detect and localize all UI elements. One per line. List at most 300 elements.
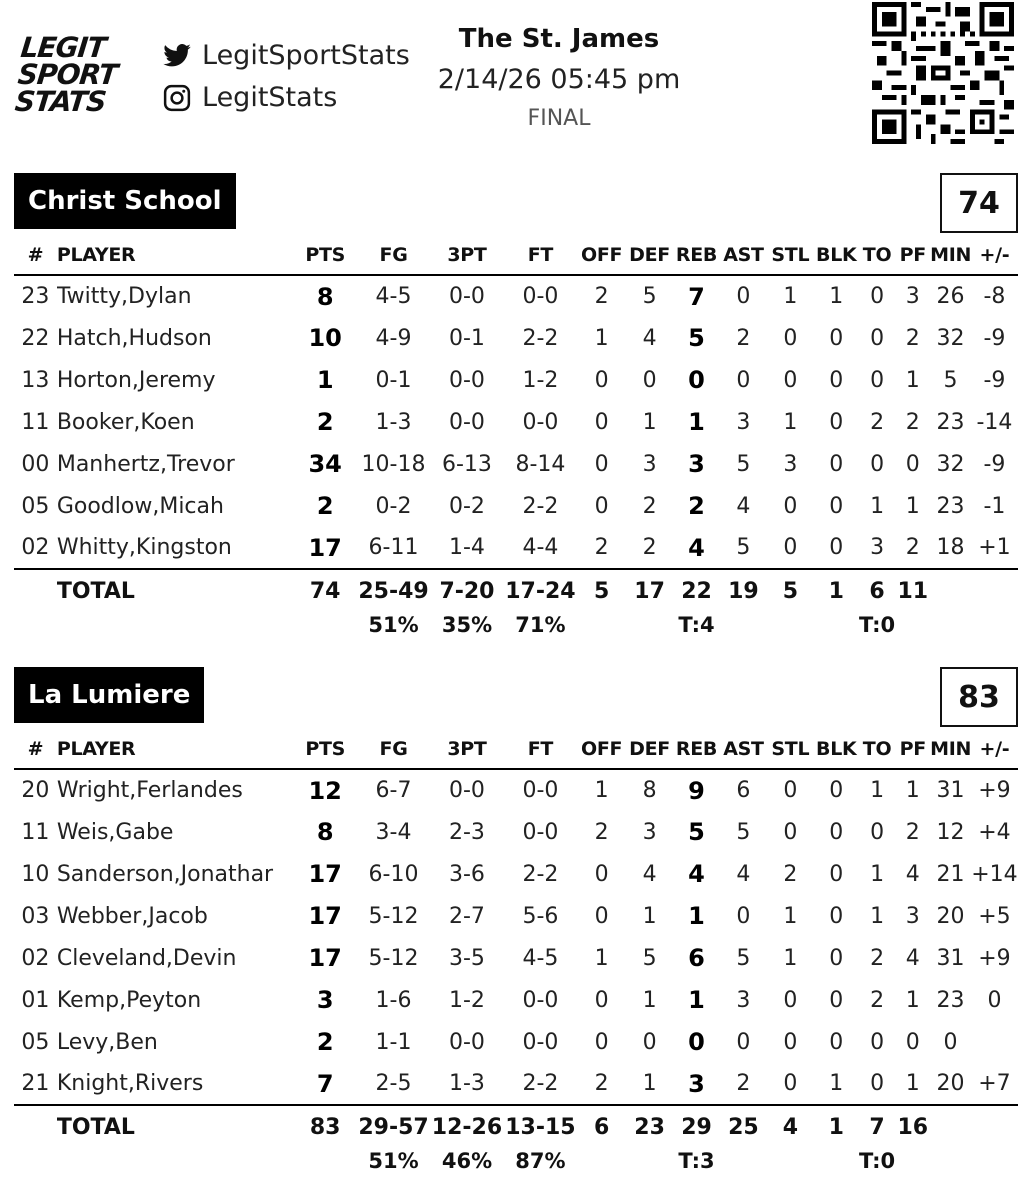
- player-reb: 4: [673, 527, 720, 569]
- pct-to: T:0: [858, 613, 896, 637]
- column-header-fg: FG: [357, 729, 430, 769]
- player-off: 0: [594, 451, 609, 477]
- player-num: 13: [21, 367, 50, 393]
- player-pf: 0: [905, 1029, 920, 1055]
- player-off: 2: [577, 1063, 626, 1105]
- player-stl: 2: [783, 861, 798, 887]
- column-header-min: MIN: [930, 729, 971, 769]
- player-blk: 0: [829, 451, 844, 477]
- player-num: 02: [14, 527, 57, 569]
- player-fg: 3-4: [375, 819, 412, 845]
- player-to: 3: [859, 527, 896, 569]
- player-ast: 3: [736, 987, 751, 1013]
- player-player: Goodlow,Micah: [56, 493, 224, 519]
- player-ft: 2-2: [504, 1063, 577, 1105]
- total-num: [14, 569, 57, 613]
- player-plusminus: 0: [987, 987, 1002, 1013]
- player-num: 05: [21, 493, 50, 519]
- player-plusminus: +4: [978, 819, 1011, 845]
- total-pf: 16: [897, 1115, 929, 1140]
- player-pf: 1: [905, 987, 920, 1013]
- player-num: 11: [21, 409, 50, 435]
- pct-ft: 71%: [515, 613, 566, 637]
- player-pts: 12: [308, 776, 342, 805]
- player-to: 0: [870, 451, 885, 477]
- pct-plusminus: [971, 613, 1018, 639]
- player-def: 3: [642, 819, 657, 845]
- player-fg: 2-5: [357, 1063, 430, 1105]
- player-stl: 3: [783, 451, 798, 477]
- player-reb: 7: [688, 282, 705, 311]
- player-ft: 2-2: [522, 325, 559, 351]
- player-min: 20: [936, 903, 965, 929]
- percentage-row: [14, 1149, 1018, 1175]
- player-ft: 0-0: [522, 819, 559, 845]
- player-off: 2: [594, 284, 609, 309]
- player-3pt: 6-13: [442, 451, 492, 477]
- player-stl: 0: [783, 819, 798, 845]
- player-off: 1: [594, 778, 609, 803]
- player-reb: 0: [688, 1028, 705, 1056]
- column-header-ast: AST: [720, 235, 767, 275]
- column-header-def: DEF: [626, 235, 673, 275]
- player-fg: 5-12: [368, 903, 419, 929]
- player-stl: 0: [783, 778, 798, 803]
- player-num: 22: [21, 325, 50, 351]
- player-player: Manhertz,Trevor: [56, 451, 235, 477]
- player-num: 00: [21, 451, 50, 477]
- player-pts: 17: [308, 944, 342, 972]
- player-row: [14, 895, 1018, 937]
- player-min: 31: [936, 778, 965, 803]
- player-to: 1: [870, 493, 885, 519]
- player-num: 01: [21, 987, 50, 1013]
- player-min: 26: [936, 284, 965, 309]
- player-row: [14, 527, 1018, 569]
- player-ast: 5: [736, 819, 751, 845]
- player-reb: 2: [688, 492, 705, 520]
- player-pf: 3: [905, 903, 920, 929]
- player-off: 0: [594, 987, 609, 1013]
- player-ft: 0-0: [522, 778, 559, 803]
- player-player: Wright,Ferlandes: [56, 778, 243, 803]
- total-ast: 25: [728, 1115, 759, 1140]
- player-fg: 1-6: [375, 987, 412, 1013]
- player-to: 1: [870, 903, 885, 929]
- player-pts: 1: [316, 366, 334, 394]
- player-min: 23: [936, 409, 965, 435]
- team-score: 74: [940, 173, 1018, 233]
- player-pf: 1: [905, 367, 920, 393]
- column-header-pf: PF: [895, 235, 930, 275]
- player-ast: 2: [720, 1063, 767, 1105]
- boxscore-table: [14, 729, 1018, 1175]
- player-pf: 2: [895, 527, 930, 569]
- pct-reb: T:3: [678, 1149, 715, 1173]
- player-pf: 4: [905, 945, 920, 971]
- player-ast: 5: [736, 451, 751, 477]
- pct-stl: [767, 1149, 814, 1175]
- player-ft: 2-2: [522, 861, 559, 887]
- total-row: [14, 569, 1018, 613]
- player-min: 12: [936, 819, 965, 845]
- player-blk: 0: [829, 409, 844, 435]
- player-plusminus: -14: [976, 409, 1013, 435]
- player-reb: 9: [688, 776, 705, 805]
- pct-stl: [767, 613, 814, 639]
- column-header-ft: FT: [504, 729, 577, 769]
- player-ft: 8-14: [515, 451, 566, 477]
- player-blk: 0: [829, 903, 844, 929]
- player-ast: 0: [736, 903, 751, 929]
- player-ft: 0-0: [522, 409, 559, 435]
- player-player: Webber,Jacob: [56, 903, 208, 929]
- player-ast: 0: [736, 284, 751, 309]
- total-min: [930, 1105, 971, 1149]
- player-player: Whitty,Kingston: [57, 527, 294, 569]
- column-header-pts: PTS: [294, 235, 357, 275]
- player-off: 0: [594, 903, 609, 929]
- player-player: Levy,Ben: [56, 1029, 158, 1055]
- instagram-handle[interactable]: [162, 82, 337, 113]
- player-stl: 0: [783, 987, 798, 1013]
- boxscore-table: [14, 235, 1018, 639]
- player-3pt: 0-0: [449, 284, 485, 309]
- player-player: Twitty,Dylan: [56, 284, 192, 309]
- player-3pt: 2-3: [449, 819, 485, 845]
- player-row: [14, 937, 1018, 979]
- twitter-handle[interactable]: [162, 40, 410, 71]
- player-pf: 1: [905, 493, 920, 519]
- player-pts: 17: [308, 902, 342, 930]
- player-blk: 0: [829, 945, 844, 971]
- player-ast: 5: [736, 945, 751, 971]
- column-header-num: #: [14, 235, 57, 275]
- player-num: 03: [21, 903, 50, 929]
- player-reb: 5: [688, 818, 705, 846]
- game-datetime: 2/14/26 05:45 pm: [437, 64, 681, 95]
- column-header-3pt: 3PT: [430, 235, 503, 275]
- column-header-to: TO: [859, 729, 896, 769]
- column-header-min: MIN: [930, 235, 971, 275]
- player-def: 0: [642, 1029, 657, 1055]
- column-header-reb: REB: [673, 235, 720, 275]
- player-ast: 4: [736, 861, 751, 887]
- pct-ast: [720, 613, 767, 639]
- pct-reb: T:4: [678, 613, 715, 637]
- player-fg: 1-1: [375, 1029, 412, 1055]
- player-plusminus: +9: [978, 945, 1011, 971]
- player-plusminus: -9: [983, 367, 1006, 393]
- player-def: 8: [642, 778, 657, 803]
- total-fg: 25-49: [358, 579, 429, 604]
- player-pf: 1: [895, 1063, 930, 1105]
- player-ast: 0: [736, 1029, 751, 1055]
- total-plusminus: [971, 1105, 1018, 1149]
- player-pf: 2: [905, 325, 920, 351]
- player-fg: 10-18: [361, 451, 426, 477]
- player-reb: 6: [688, 944, 705, 972]
- player-row: [14, 401, 1018, 443]
- player-ft: 4-4: [504, 527, 577, 569]
- player-ast: 3: [736, 409, 751, 435]
- pct-pf: [895, 613, 930, 639]
- player-pts: 17: [294, 527, 357, 569]
- player-row: [14, 769, 1018, 811]
- player-blk: 0: [829, 1029, 844, 1055]
- player-row: [14, 443, 1018, 485]
- player-ft: 1-2: [522, 367, 559, 393]
- total-ast: 19: [728, 579, 759, 604]
- logo-line: SPORT: [16, 58, 119, 91]
- player-3pt: 2-7: [449, 903, 485, 929]
- player-row: [14, 853, 1018, 895]
- total-num: [14, 1105, 57, 1149]
- total-off: 5: [593, 579, 610, 604]
- player-blk: 1: [814, 1063, 859, 1105]
- player-fg: 4-9: [375, 325, 412, 351]
- player-fg: 0-1: [375, 367, 412, 393]
- player-pf: 0: [905, 451, 920, 477]
- player-ft: 5-6: [522, 903, 559, 929]
- column-header-3pt: 3PT: [430, 729, 503, 769]
- column-header-pts: PTS: [294, 729, 357, 769]
- total-reb: 22: [681, 579, 712, 604]
- venue-title: The St. James: [458, 24, 660, 54]
- pct-pts: [294, 613, 357, 639]
- player-pts: 8: [316, 818, 334, 846]
- pct-to: T:0: [858, 1149, 896, 1173]
- player-blk: 0: [829, 861, 844, 887]
- player-stl: 0: [783, 1029, 798, 1055]
- column-header-ft: FT: [504, 235, 577, 275]
- player-def: 4: [642, 325, 657, 351]
- pct-off: [577, 1149, 626, 1175]
- column-header-plusminus: +/-: [971, 729, 1018, 769]
- player-3pt: 3-5: [449, 945, 485, 971]
- pct-num: [14, 1149, 57, 1175]
- player-stl: 1: [783, 903, 798, 929]
- player-player: Booker,Koen: [56, 409, 195, 435]
- player-3pt: 0-0: [449, 1029, 485, 1055]
- pct-blk: [814, 1149, 859, 1175]
- player-pts: 34: [308, 450, 342, 478]
- player-plusminus: -9: [983, 325, 1006, 351]
- player-plusminus: -1: [983, 493, 1006, 519]
- player-plusminus: +5: [978, 903, 1011, 929]
- player-row: [14, 979, 1018, 1021]
- player-ft: 0-0: [522, 1029, 559, 1055]
- player-min: 18: [930, 527, 971, 569]
- player-fg: 6-11: [357, 527, 430, 569]
- pct-3pt: 35%: [441, 613, 493, 637]
- player-to: 0: [870, 1029, 885, 1055]
- player-num: 23: [21, 284, 50, 309]
- player-blk: 0: [829, 987, 844, 1013]
- pct-player: [57, 613, 294, 639]
- pct-off: [577, 613, 626, 639]
- player-num: 05: [21, 1029, 50, 1055]
- player-row: [14, 275, 1018, 317]
- player-plusminus: +9: [978, 778, 1011, 803]
- player-min: 32: [936, 325, 965, 351]
- total-player: TOTAL: [56, 1115, 135, 1140]
- player-blk: 0: [829, 367, 844, 393]
- player-def: 1: [642, 903, 657, 929]
- player-off: 0: [594, 493, 609, 519]
- player-min: 20: [930, 1063, 971, 1105]
- player-to: 1: [870, 861, 885, 887]
- total-blk: 1: [828, 579, 844, 604]
- player-blk: 0: [829, 819, 844, 845]
- player-off: 0: [594, 409, 609, 435]
- total-3pt: 7-20: [439, 579, 495, 604]
- player-3pt: 1-4: [430, 527, 503, 569]
- player-ft: 0-0: [522, 987, 559, 1013]
- player-3pt: 0-0: [449, 778, 485, 803]
- player-3pt: 3-6: [449, 861, 485, 887]
- instagram-icon: [162, 83, 192, 113]
- pct-def: [626, 613, 673, 639]
- player-pts: 8: [316, 282, 334, 311]
- player-fg: 4-5: [375, 284, 412, 309]
- total-stl: 4: [782, 1115, 798, 1140]
- pct-fg: 51%: [368, 1149, 419, 1173]
- player-pts: 2: [316, 408, 334, 436]
- player-stl: 1: [783, 409, 798, 435]
- instagram-handle-text: LegitStats: [202, 82, 338, 113]
- player-stl: 0: [783, 325, 798, 351]
- player-blk: 1: [829, 284, 844, 309]
- player-to: 0: [870, 819, 885, 845]
- player-def: 5: [642, 284, 657, 309]
- player-ft: 0-0: [522, 284, 559, 309]
- qr-code-icon[interactable]: [872, 2, 1014, 144]
- percentage-row: [14, 613, 1018, 639]
- player-stl: 1: [783, 945, 798, 971]
- player-plusminus: +7: [971, 1063, 1018, 1105]
- player-fg: 6-7: [375, 778, 412, 803]
- player-def: 1: [626, 1063, 673, 1105]
- player-3pt: 0-2: [449, 493, 485, 519]
- column-header-pf: PF: [895, 729, 930, 769]
- player-pf: 1: [905, 778, 920, 803]
- total-to: 6: [869, 579, 885, 604]
- pct-ast: [720, 1149, 767, 1175]
- player-stl: 0: [767, 527, 814, 569]
- player-fg: 6-10: [368, 861, 419, 887]
- pct-fg: 51%: [368, 613, 419, 637]
- player-min: 31: [936, 945, 965, 971]
- team-name: Christ School: [14, 173, 236, 229]
- pct-player: [57, 1149, 294, 1175]
- player-def: 5: [642, 945, 657, 971]
- pct-blk: [814, 613, 859, 639]
- player-ast: 2: [736, 325, 751, 351]
- player-blk: 0: [814, 527, 859, 569]
- player-off: 2: [577, 527, 626, 569]
- player-num: 10: [21, 861, 50, 887]
- player-pts: 10: [308, 324, 342, 352]
- total-to: 7: [869, 1115, 885, 1140]
- player-player: Horton,Jeremy: [56, 367, 216, 393]
- player-pf: 3: [905, 284, 920, 309]
- player-player: Weis,Gabe: [56, 819, 174, 845]
- twitter-handle-text: LegitSportStats: [202, 40, 410, 71]
- total-3pt: 12-26: [431, 1115, 503, 1140]
- total-stl: 5: [782, 579, 798, 604]
- player-row: [14, 1021, 1018, 1063]
- player-blk: 0: [829, 778, 844, 803]
- player-plusminus: +14: [971, 861, 1018, 887]
- player-ast: 6: [736, 778, 751, 803]
- header-row: [14, 235, 1018, 275]
- player-num: 21: [14, 1063, 57, 1105]
- column-header-stl: STL: [767, 235, 814, 275]
- player-pts: 2: [316, 1028, 334, 1056]
- player-reb: 5: [688, 324, 705, 352]
- legit-sport-stats-logo: [13, 31, 121, 118]
- column-header-plusminus: +/-: [971, 235, 1018, 275]
- player-min: 21: [936, 861, 965, 887]
- player-3pt: 1-3: [430, 1063, 503, 1105]
- player-def: 4: [642, 861, 657, 887]
- total-plusminus: [971, 569, 1018, 613]
- player-to: 0: [859, 1063, 896, 1105]
- player-pf: 4: [905, 861, 920, 887]
- total-pf: 11: [897, 579, 929, 604]
- player-ast: 4: [736, 493, 751, 519]
- pct-num: [14, 613, 57, 639]
- player-pts: 2: [316, 492, 334, 520]
- player-ast: 0: [736, 367, 751, 393]
- player-pf: 2: [905, 409, 920, 435]
- total-off: 6: [593, 1115, 610, 1140]
- player-fg: 1-3: [375, 409, 412, 435]
- player-to: 0: [870, 284, 885, 309]
- player-to: 2: [870, 945, 885, 971]
- player-def: 2: [626, 527, 673, 569]
- player-player: Hatch,Hudson: [56, 325, 212, 351]
- total-pts: 83: [309, 1115, 341, 1140]
- player-to: 2: [870, 987, 885, 1013]
- player-num: 02: [21, 945, 50, 971]
- player-plusminus: -8: [983, 284, 1006, 309]
- player-stl: 0: [767, 1063, 814, 1105]
- player-pf: 2: [905, 819, 920, 845]
- total-def: 17: [634, 579, 665, 604]
- column-header-def: DEF: [626, 729, 673, 769]
- player-row: [14, 359, 1018, 401]
- pct-ft: 87%: [515, 1149, 566, 1173]
- player-def: 0: [642, 367, 657, 393]
- column-header-to: TO: [859, 235, 896, 275]
- column-header-blk: BLK: [814, 235, 859, 275]
- pct-3pt: 46%: [441, 1149, 493, 1173]
- player-fg: 0-2: [375, 493, 412, 519]
- player-reb: 1: [688, 986, 705, 1014]
- player-min: 32: [936, 451, 965, 477]
- player-3pt: 0-0: [449, 367, 485, 393]
- total-ft: 17-24: [505, 579, 576, 604]
- player-to: 0: [870, 367, 885, 393]
- player-ft: 2-2: [522, 493, 559, 519]
- column-header-reb: REB: [673, 729, 720, 769]
- total-player: TOTAL: [56, 579, 135, 604]
- player-stl: 0: [783, 493, 798, 519]
- column-header-fg: FG: [357, 235, 430, 275]
- player-reb: 1: [688, 902, 705, 930]
